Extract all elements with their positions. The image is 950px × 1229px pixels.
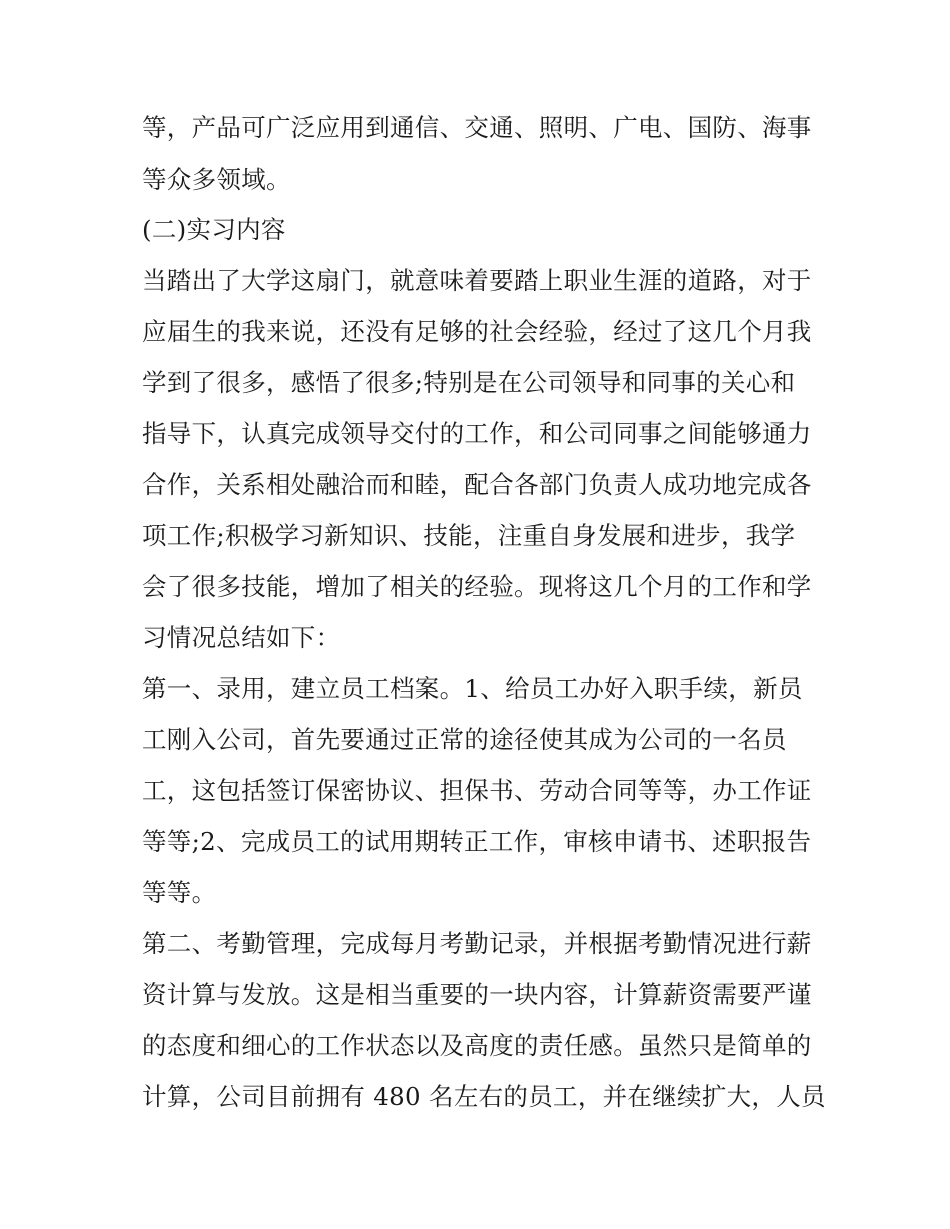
text-line: 会了很多技能，增加了相关的经验。现将这几个月的工作和学 xyxy=(142,572,812,601)
text-line: 工，这包括签订保密协议、担保书、劳动合同等等，办工作证 xyxy=(142,776,812,805)
text-line: 学到了很多，感悟了很多;特别是在公司领导和同事的关心和 xyxy=(142,368,796,397)
section-heading: (二)实习内容 xyxy=(142,215,286,244)
text-line: 的态度和细心的工作状态以及高度的责任感。虽然只是简单的 xyxy=(142,1031,812,1060)
text-line: 等等。 xyxy=(142,878,217,907)
text-line: 工刚入公司，首先要通过正常的途径使其成为公司的一名员 xyxy=(142,725,787,754)
text-line: 当踏出了大学这扇门，就意味着要踏上职业生涯的道路，对于 xyxy=(142,266,812,295)
text-line: 合作，关系相处融洽而和睦，配合各部门负责人成功地完成各 xyxy=(142,470,812,499)
text-line: 等，产品可广泛应用到通信、交通、照明、广电、国防、海事 xyxy=(142,113,812,142)
text-line: 等众多领域。 xyxy=(142,165,291,194)
text-line: 计算，公司目前拥有 480 名左右的员工，并在继续扩大，人员 xyxy=(142,1082,826,1111)
text-line: 习情况总结如下： xyxy=(142,623,341,652)
text-line: 指导下，认真完成领导交付的工作，和公司同事之间能够通力 xyxy=(142,419,812,448)
text-line: 第二、考勤管理，完成每月考勤记录，并根据考勤情况进行薪 xyxy=(142,929,812,958)
text-line: 第一、录用，建立员工档案。1、给员工办好入职手续，新员 xyxy=(142,674,803,703)
text-line: 等等;2、完成员工的试用期转正工作，审核申请书、述职报告 xyxy=(142,827,812,856)
text-line: 应届生的我来说，还没有足够的社会经验，经过了这几个月我 xyxy=(142,317,812,346)
text-line: 资计算与发放。这是相当重要的一块内容，计算薪资需要严谨 xyxy=(142,980,812,1009)
text-line: 项工作;积极学习新知识、技能，注重自身发展和进步，我学 xyxy=(142,521,796,550)
